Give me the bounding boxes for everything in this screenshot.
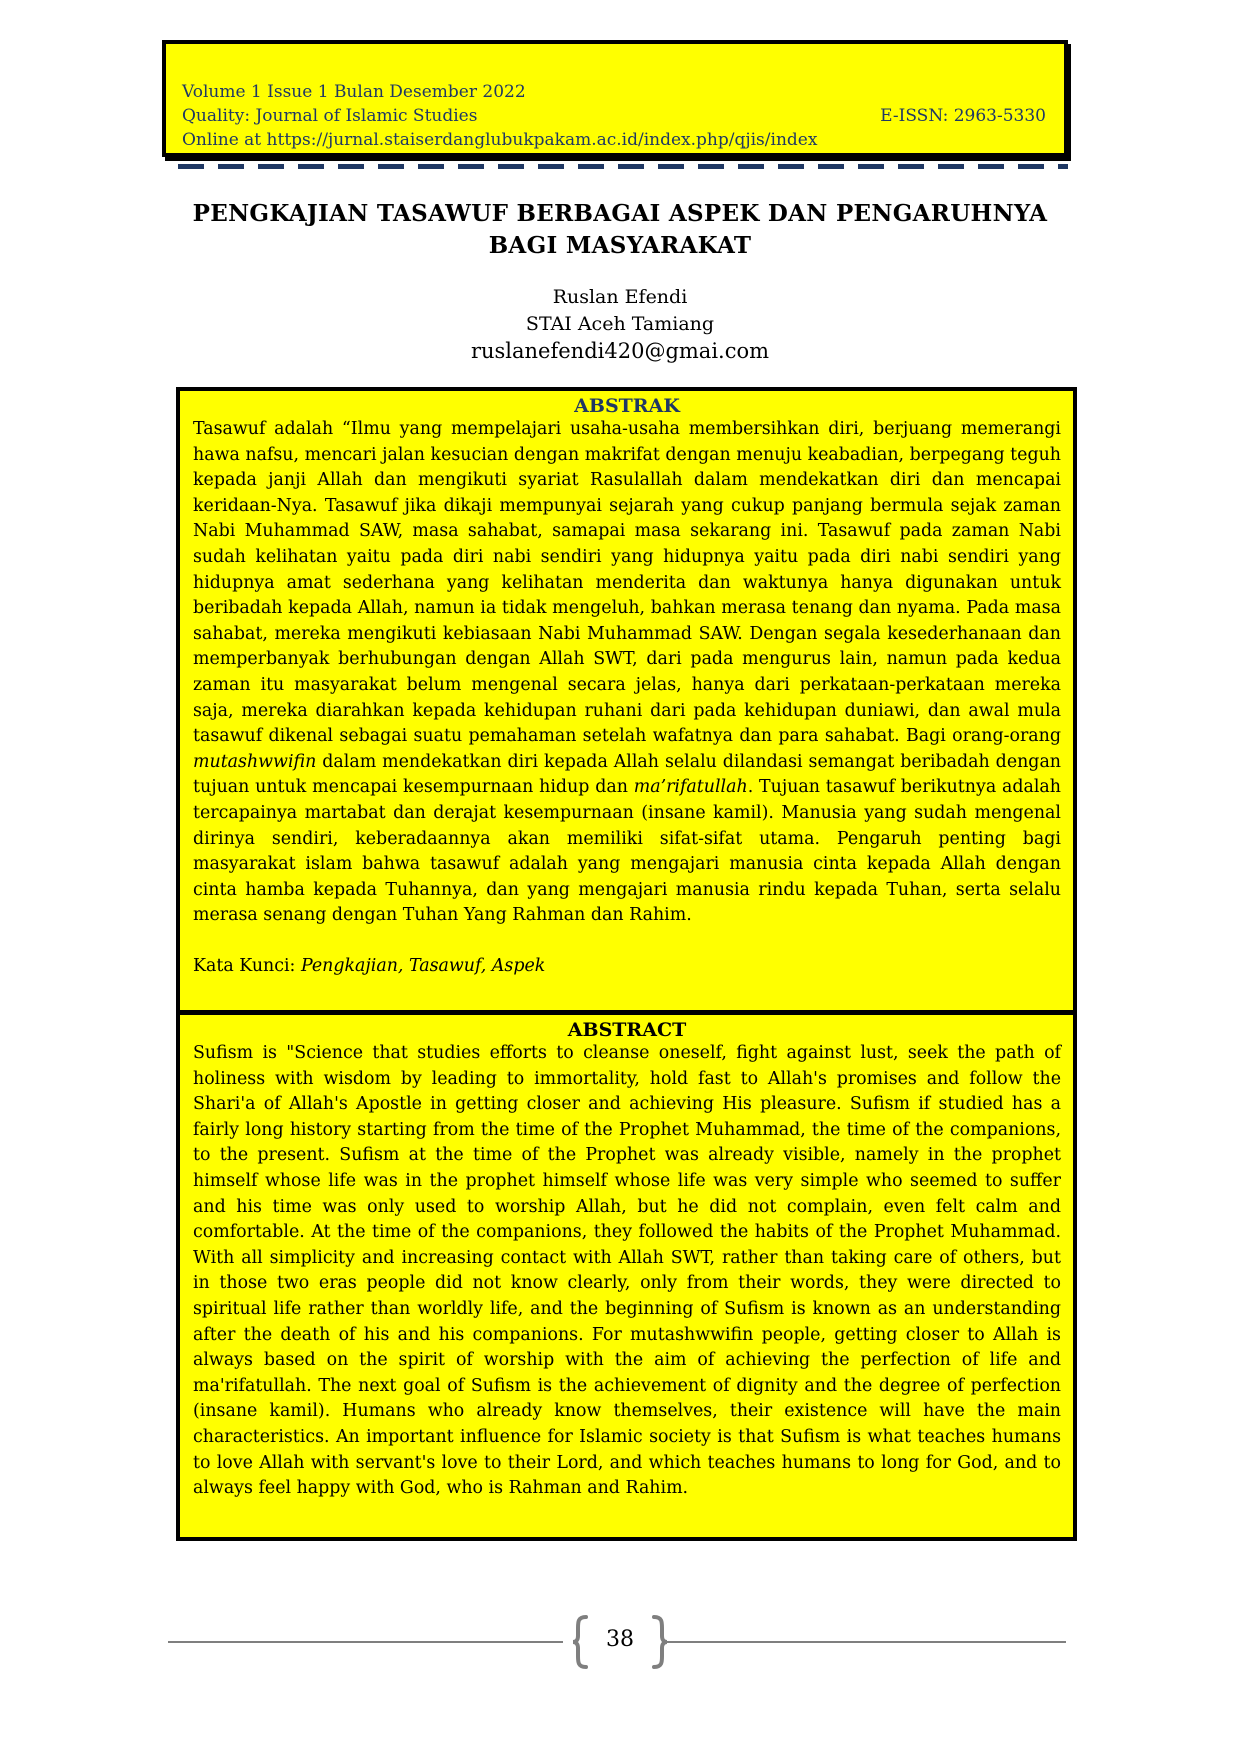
journal-name: Quality: Journal of Islamic Studies [182,106,478,126]
abstract-box [176,1011,1077,1541]
online-line [182,128,1046,152]
footer-rule-right [666,1641,1066,1643]
volume-issue: Volume 1 Issue 1 Bulan Desember 2022 [182,82,526,102]
journal-header [162,40,1068,157]
left-brace-icon [570,1614,590,1670]
abstrak-text-3: . Tujuan tasawuf berikutnya adalah tercapainya martabat dan derajat kesempurnaan (insane kamil). Manusia yang sudah mengenal dirinya sendiri, keberadaannya akan memiliki sifat-sifat utama. Pengaruh penting bagi masyarakat islam bahwa tasawuf adalah yang mengajari manusia cinta kepada Allah dengan cinta hamba kepada Tuhannya, dan yang mengajari manusia rindu kepada Tuhan, serta selalu merasa senang dengan Tuhan Yang Rahman dan Rahim. [193,777,1061,926]
title-line-2: BAGI MASYARAKAT [488,232,752,259]
paper-title [160,198,1080,262]
author-block [300,284,940,365]
abstrak-text-1: Tasawuf adalah “Ilmu yang mempelajari usaha-usaha membersihkan diri, berjuang memerangi hawa nafsu, mencari jalan kesucian dengan makrifat dengan menuju keabadian, berpegang teguh kepada janji Allah dan mengikuti syariat Rasulallah dalam mendekatkan diri dan mencapai keridaan-Nya. Tasawuf jika dikaji mempunyai sejarah yang cukup panjang bermula sejak zaman Nabi Muhammad SAW, masa sahabat, samapai masa sekarang ini. Tasawuf pada zaman Nabi sudah kelihatan yaitu pada diri nabi sendiri yang hidupnya yaitu pada diri nabi sendiri yang hidupnya amat sederhana yang kelihatan menderita dan waktunya hanya digunakan untuk beribadah kepada Allah, namun ia tidak mengeluh, bahkan merasa tenang dan nyama. Pada masa sahabat, mereka mengikuti kebiasaan Nabi Muhammad SAW. Dengan segala kesederhanaan dan memperbanyak berhubungan dengan Allah SWT, dari pada mengurus lain, namun pada kedua zaman itu masyarakat belum mengenal secara jelas, hanya dari perkataan-perkataan mereka saja, mereka diarahkan kepada kehidupan ruhani dari pada kehidupan duniawi, dan awal mula tasawuf dikenal sebagai suatu pemahaman setelah wafatnya dan para sahabat. Bagi orang-orang [193,419,1061,747]
page-footer [0,1610,1240,1670]
journal-line [182,104,1046,128]
footer-rule-left [168,1641,563,1643]
page-number: 38 [606,1627,634,1652]
issn: E-ISSN: 2963-5330 [880,106,1046,126]
online-url[interactable]: Online at https://jurnal.staiserdanglubukpakam.ac.id/index.php/qjis/index [182,130,818,150]
keywords-line [193,954,1061,980]
author-name: Ruslan Efendi [552,286,688,308]
dashed-divider [178,164,1068,169]
abstrak-term-mutashwwifin: mutashwwifin [193,751,317,772]
abstract-heading: ABSTRACT [567,1019,687,1041]
abstrak-box [176,387,1077,1014]
abstrak-body [193,417,1061,929]
abstrak-text-2: dalam mendekatkan diri kepada Allah selalu dilandasi semangat beribadah dengan tujuan untuk mencapai kesempurnaan hidup dan [193,751,1062,798]
abstract-body: Sufism is "Science that studies efforts to cleanse oneself, fight against lust, seek the path of holiness with wisdom by leading to immortality, hold fast to Allah's promises and follow the Shari'a of Allah's Apostle in getting closer and achieving His pleasure. Sufism if studied has a fairly long history starting from the time of the Prophet Muhammad, the time of the companions, to the present. Sufism at the time of the Prophet was already visible, namely in the prophet himself whose life was in the prophet himself whose life was very simple who seemed to suffer and his time was only used to worship Allah, but he did not complain, even felt calm and comfortable. At the time of the companions, they followed the habits of the Prophet Muhammad. With all simplicity and increasing contact with Allah SWT, rather than taking care of others, but in those two eras people did not know clearly, only from their words, they were directed to spiritual life rather than worldly life, and the beginning of Sufism is known as an understanding after the death of his and his companions. For mutashwwifin people, getting closer to Allah is always based on the spirit of worship with the aim of achieving the perfection of life and ma'rifatullah. The next goal of Sufism is the achievement of dignity and the degree of perfection (insane kamil). Humans who already know themselves, their existence will have the main characteristics. An important influence for Islamic society is that Sufism is what teaches humans to love Allah with servant's love to their Lord, and which teaches humans to long for God, and to always feel happy with God, who is Rahman and Rahim. [193,1043,1061,1499]
author-email[interactable]: ruslanefendi420@gmai.com [470,339,770,363]
title-line-1: PENGKAJIAN TASAWUF BERBAGAI ASPEK DAN PENGARUHNYA [192,200,1048,227]
keywords-value: Pengkajian, Tasawuf, Aspek [300,955,546,976]
author-affiliation: STAI Aceh Tamiang [525,313,715,335]
volume-line [182,80,1046,104]
abstrak-term-marifatullah: ma’rifatullah [633,777,748,798]
keywords-label: Kata Kunci: [193,955,296,976]
abstrak-heading: ABSTRAK [574,395,680,417]
